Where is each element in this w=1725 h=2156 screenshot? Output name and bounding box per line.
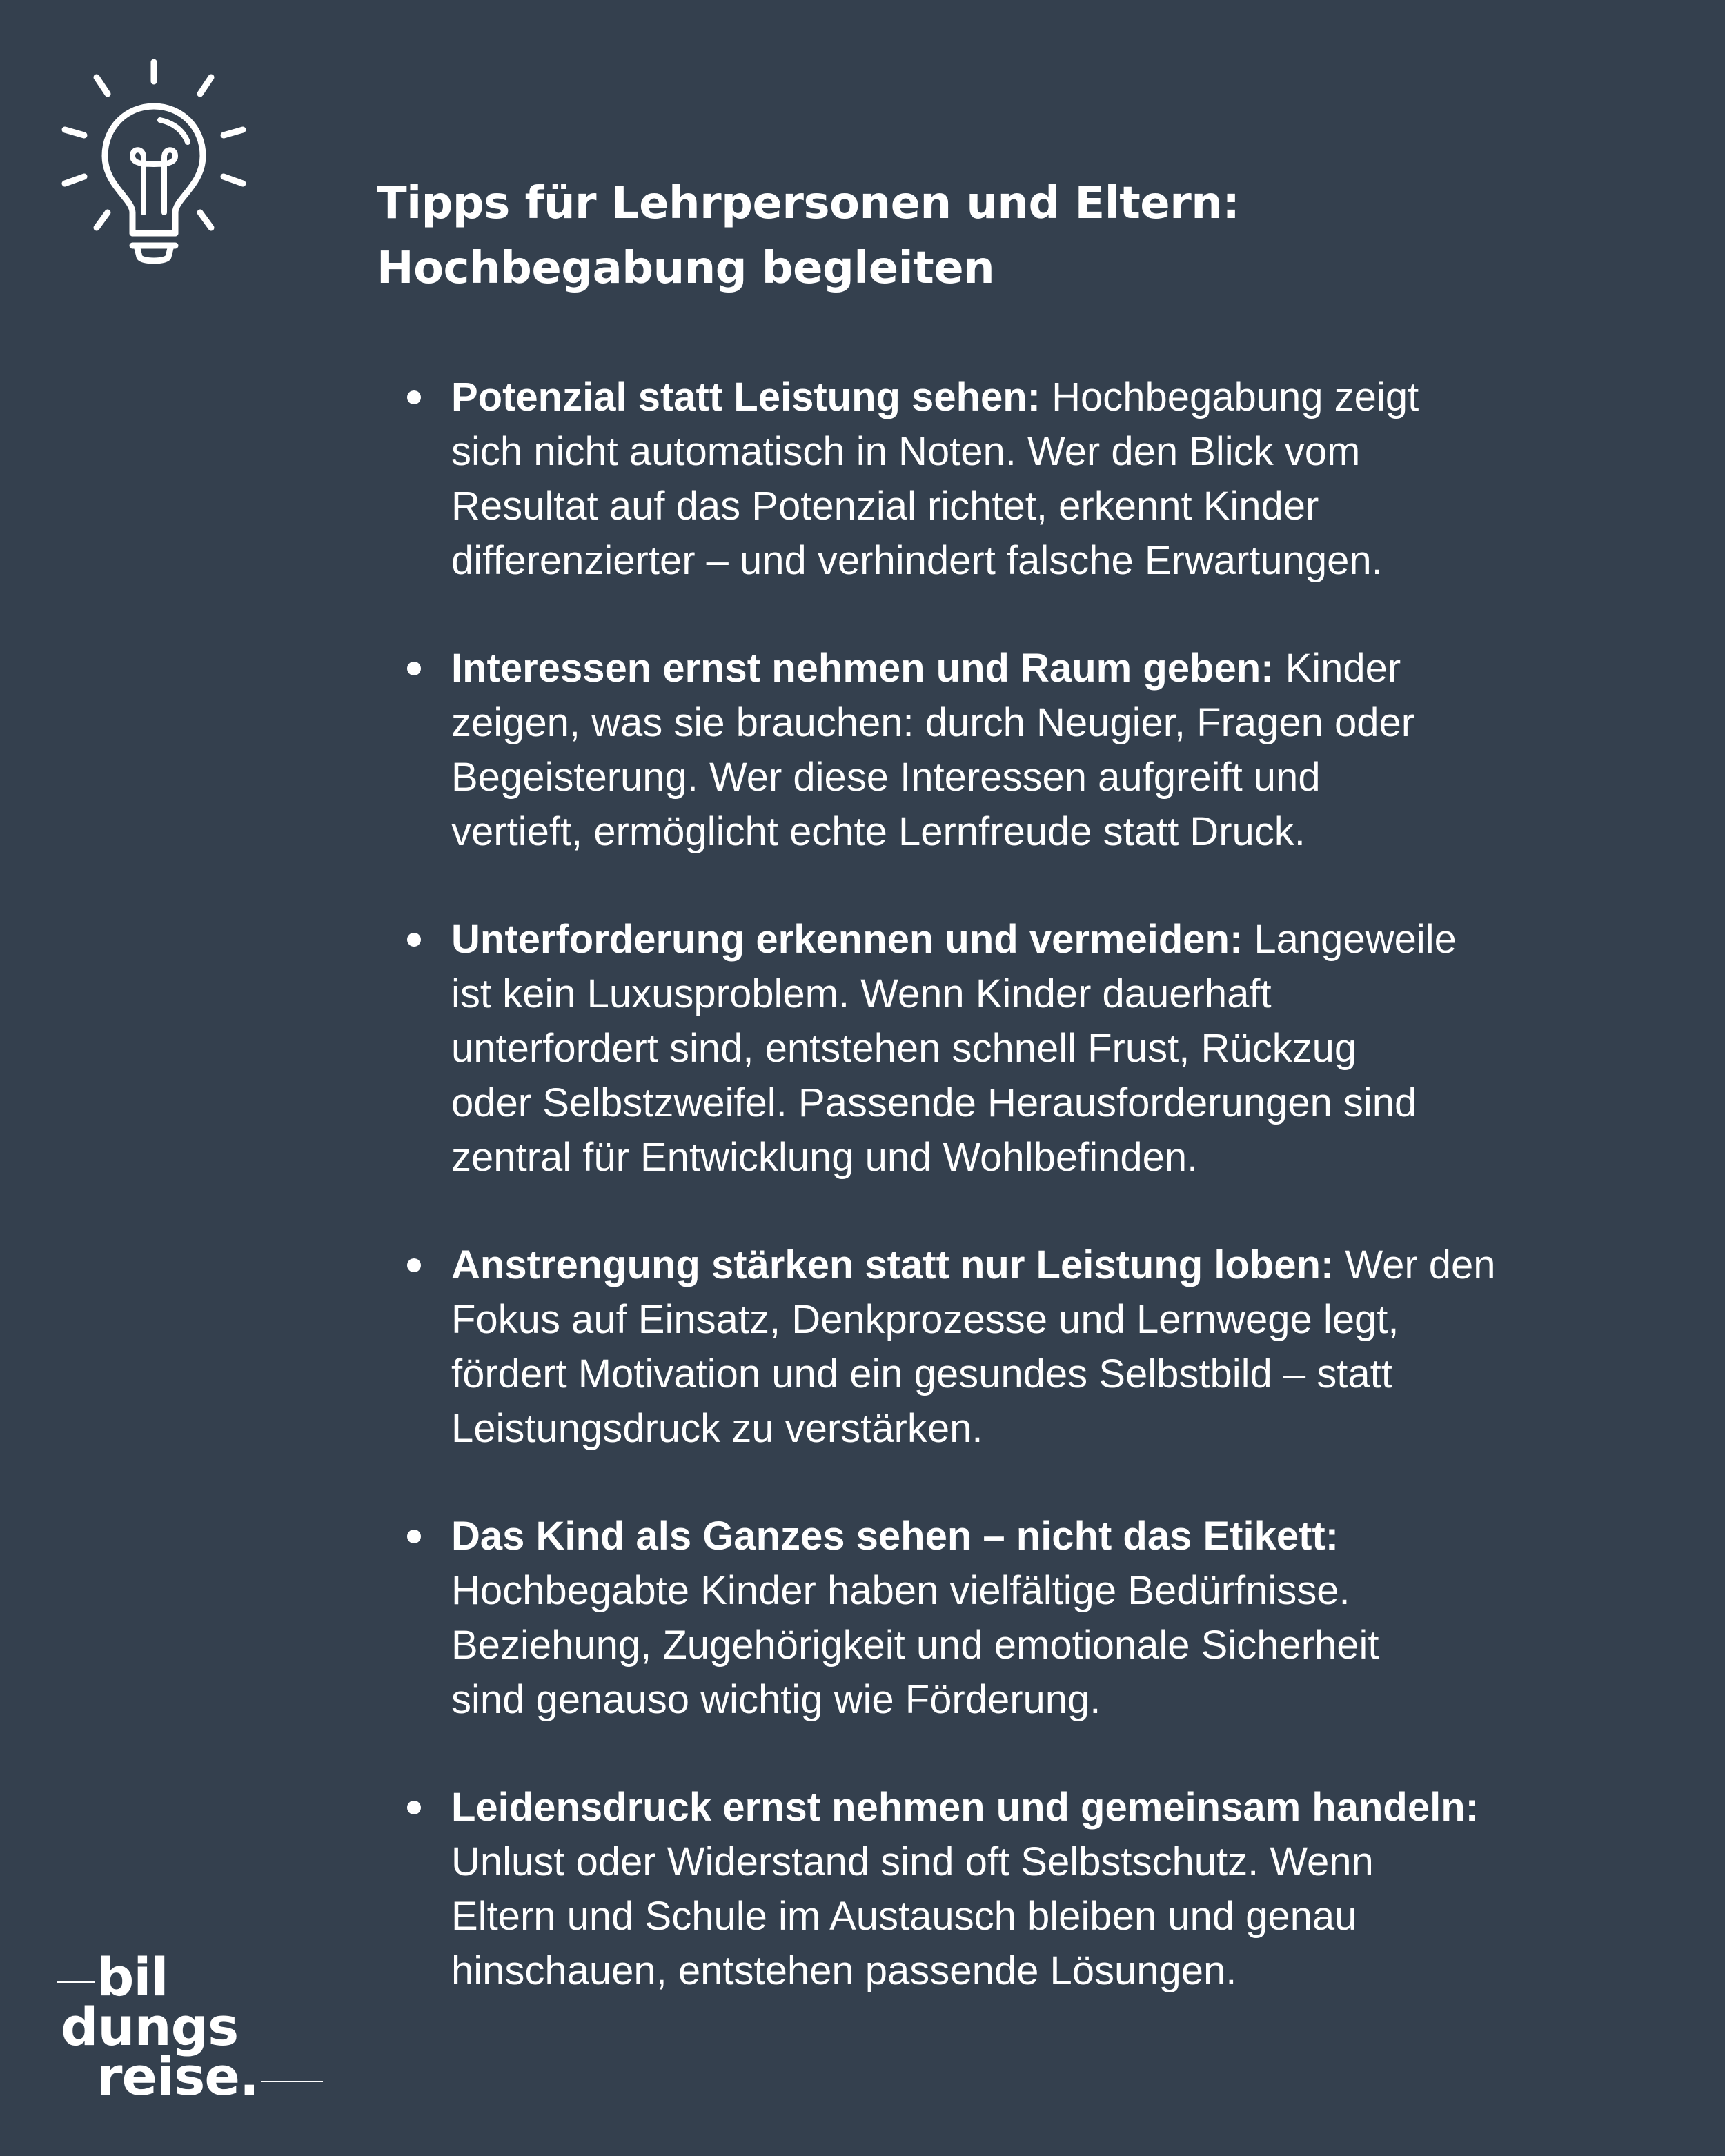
- lightbulb-icon: [55, 55, 255, 276]
- logo-rule-left: [57, 1981, 95, 1983]
- title-line-1: Tipps für Lehrpersonen und Eltern:: [377, 178, 1240, 229]
- list-item: [407, 370, 1580, 588]
- title-line-2: Hochbegabung begleiten: [377, 243, 995, 294]
- list-item: [407, 641, 1580, 859]
- tip-text: sind genauso wichtig wie Förderung.: [451, 1677, 1101, 1722]
- tips-list: [407, 370, 1580, 2051]
- tip-text: Kinder: [1274, 646, 1401, 691]
- tip-text: Resultat auf das Potenzial richtet, erkennt Kinder: [451, 484, 1319, 528]
- tip-text: zentral für Entwicklung und Wohlbefinden.: [451, 1135, 1199, 1180]
- list-item: [407, 1238, 1580, 1456]
- list-item: [407, 1780, 1580, 1998]
- logo-line-3: reise.: [97, 2046, 259, 2107]
- logo-line-1: bil: [97, 1946, 168, 2008]
- tip-text: differenzierter – und verhindert falsche Erwartungen.: [451, 538, 1383, 583]
- bullet-icon: [407, 1530, 421, 1543]
- tip-heading: Leidensdruck ernst nehmen und gemeinsam handeln:: [451, 1785, 1479, 1830]
- tip-text: Fokus auf Einsatz, Denkprozesse und Lernwege legt,: [451, 1297, 1399, 1342]
- tip-text: Leistungsdruck zu verstärken.: [451, 1406, 983, 1451]
- tip-heading: Anstrengung stärken statt nur Leistung loben:: [451, 1243, 1334, 1287]
- tip-text: oder Selbstzweifel. Passende Herausforderungen sind: [451, 1080, 1417, 1125]
- tip-text: Begeisterung. Wer diese Interessen aufgreift und: [451, 755, 1321, 800]
- tip-heading: Das Kind als Ganzes sehen – nicht das Etikett:: [451, 1514, 1339, 1559]
- tip-text: Wer den: [1334, 1243, 1496, 1287]
- tip-text: hinschauen, entstehen passende Lösungen.: [451, 1948, 1237, 1993]
- bullet-icon: [407, 662, 421, 675]
- bullet-icon: [407, 1801, 421, 1814]
- bullet-icon: [407, 933, 421, 947]
- tip-text: sich nicht automatisch in Noten. Wer den Blick vom: [451, 429, 1361, 474]
- tip-text: fördert Motivation und ein gesundes Selbstbild – statt: [451, 1352, 1392, 1396]
- tip-text: Langeweile: [1243, 917, 1457, 962]
- tip-text: ist kein Luxusproblem. Wenn Kinder dauerhaft: [451, 971, 1272, 1016]
- page-title: [377, 171, 1550, 301]
- tip-text: Hochbegabte Kinder haben vielfältige Bedürfnisse.: [451, 1568, 1350, 1613]
- tip-text: Unlust oder Widerstand sind oft Selbstschutz. Wenn: [451, 1839, 1374, 1884]
- tip-text: zeigen, was sie brauchen: durch Neugier, Fragen oder: [451, 700, 1415, 745]
- bullet-icon: [407, 390, 421, 404]
- list-item: [407, 912, 1580, 1185]
- tip-text: vertieft, ermöglicht echte Lernfreude statt Druck.: [451, 809, 1305, 854]
- logo-line-2: dungs: [61, 1996, 239, 2057]
- bullet-icon: [407, 1258, 421, 1272]
- brand-logo: [57, 1946, 346, 2111]
- tip-text: Eltern und Schule im Austausch bleiben und genau: [451, 1894, 1357, 1939]
- tip-heading: Unterforderung erkennen und vermeiden:: [451, 917, 1243, 962]
- tip-text: Hochbegabung zeigt: [1041, 375, 1419, 419]
- tip-heading: Potenzial statt Leistung sehen:: [451, 375, 1041, 419]
- logo-rule-right: [261, 2081, 323, 2082]
- list-item: [407, 1509, 1580, 1727]
- tip-text: Beziehung, Zugehörigkeit und emotionale Sicherheit: [451, 1623, 1379, 1668]
- tip-text: unterfordert sind, entstehen schnell Frust, Rückzug: [451, 1026, 1357, 1071]
- tip-heading: Interessen ernst nehmen und Raum geben:: [451, 646, 1274, 691]
